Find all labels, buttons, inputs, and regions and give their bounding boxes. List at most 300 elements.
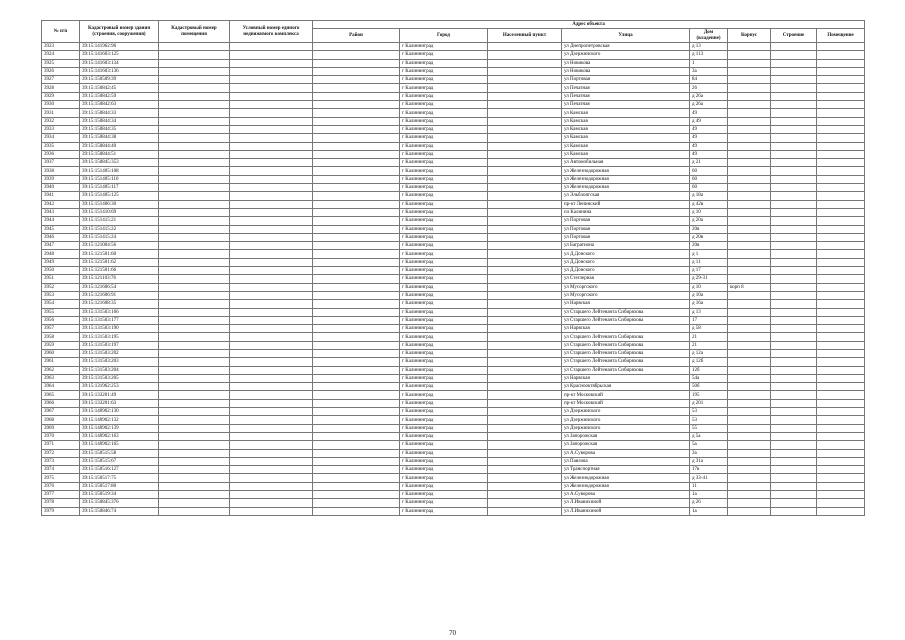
cell-corpus (728, 482, 771, 490)
cell-street: ул Старшего Лейтенанта Сибиряхова (562, 333, 690, 341)
cell-settlement (488, 441, 562, 449)
cell-conditional-number (230, 150, 313, 158)
cell-conditional-number (230, 225, 313, 233)
cell-corpus (728, 142, 771, 150)
cell-district (313, 291, 400, 299)
cell-num: 3961 (42, 358, 80, 366)
page-number: 70 (449, 629, 456, 637)
cell-room (817, 499, 865, 507)
cell-district (313, 441, 400, 449)
cell-street: ул Мусоргского (562, 291, 690, 299)
cell-city: г Калининград (400, 200, 488, 208)
header-address-group: Адрес объекта (313, 21, 865, 29)
cell-cadastral-building: 39:15:131962:253 (80, 383, 159, 391)
table-row (42, 242, 865, 250)
cell-settlement (488, 349, 562, 357)
cell-corpus (728, 391, 771, 399)
cell-corpus (728, 358, 771, 366)
cell-settlement (488, 325, 562, 333)
cell-district (313, 424, 400, 432)
cell-corpus (728, 366, 771, 374)
cell-cadastral-building: 39:15:151405:108 (80, 167, 159, 175)
cell-conditional-number (230, 242, 313, 250)
cell-house: д 1 (690, 250, 728, 258)
cell-building (771, 499, 817, 507)
cell-building (771, 275, 817, 283)
cell-corpus (728, 67, 771, 75)
cell-street: ул Запорожская (562, 432, 690, 440)
cell-cadastral-building: 39:15:150844:35 (80, 125, 159, 133)
cell-num: 3964 (42, 383, 80, 391)
cell-settlement (488, 316, 562, 324)
cell-num: 3936 (42, 150, 80, 158)
cell-building (771, 283, 817, 291)
cell-house: д 29-31 (690, 275, 728, 283)
cell-city: г Калининград (400, 399, 488, 407)
cell-city: г Калининград (400, 474, 488, 482)
cell-corpus (728, 300, 771, 308)
cell-street: ул Старшего Лейтенанта Сибиряхова (562, 366, 690, 374)
cell-district (313, 184, 400, 192)
cell-conditional-number (230, 67, 313, 75)
cell-corpus (728, 474, 771, 482)
cell-city: г Калининград (400, 416, 488, 424)
cell-cadastral-room (159, 341, 230, 349)
cell-room (817, 491, 865, 499)
cell-num: 3979 (42, 507, 80, 515)
cell-corpus (728, 316, 771, 324)
table-row (42, 258, 865, 266)
cell-settlement (488, 184, 562, 192)
cell-num: 3937 (42, 159, 80, 167)
cell-district (313, 225, 400, 233)
cell-conditional-number (230, 308, 313, 316)
cell-building (771, 51, 817, 59)
cell-room (817, 466, 865, 474)
table-row (42, 150, 865, 158)
cell-house: д 113 (690, 51, 728, 59)
cell-cadastral-building: 39:15:131503:177 (80, 316, 159, 324)
cell-street: ул Нарвская (562, 300, 690, 308)
cell-cadastral-building: 39:15:151406:30 (80, 200, 159, 208)
cell-settlement (488, 109, 562, 117)
table-row (42, 233, 865, 241)
header-district: Район (313, 29, 400, 43)
table-row (42, 134, 865, 142)
cell-district (313, 250, 400, 258)
cell-house: д 26а (690, 92, 728, 100)
cell-corpus (728, 150, 771, 158)
cell-building (771, 217, 817, 225)
table-row (42, 125, 865, 133)
cell-house: д 10 (690, 208, 728, 216)
cell-room (817, 333, 865, 341)
cell-house: 50б (690, 383, 728, 391)
header-street: Улица (562, 29, 690, 43)
cell-city: г Калининград (400, 275, 488, 283)
cell-cadastral-room (159, 391, 230, 399)
cell-settlement (488, 208, 562, 216)
cell-cadastral-building: 39:15:150844:40 (80, 142, 159, 150)
cell-conditional-number (230, 250, 313, 258)
cell-num: 3939 (42, 175, 80, 183)
header-building: Строение (771, 29, 817, 43)
cell-district (313, 308, 400, 316)
cell-conditional-number (230, 76, 313, 84)
cell-num: 3944 (42, 217, 80, 225)
table-row (42, 374, 865, 382)
cell-cadastral-room (159, 325, 230, 333)
cell-street: ул Стеглерная (562, 275, 690, 283)
cell-house: 1а (690, 507, 728, 515)
cell-settlement (488, 200, 562, 208)
table-row (42, 491, 865, 499)
cell-conditional-number (230, 358, 313, 366)
cell-street: ул Железнодорожная (562, 167, 690, 175)
cell-city: г Калининград (400, 125, 488, 133)
cell-district (313, 142, 400, 150)
cell-num: 3954 (42, 300, 80, 308)
cell-room (817, 432, 865, 440)
table-body (42, 43, 865, 516)
cell-district (313, 408, 400, 416)
cell-city: г Калининград (400, 507, 488, 515)
cell-district (313, 59, 400, 67)
cell-room (817, 51, 865, 59)
cell-street: ул Старшего Лейтенанта Сибиряхова (562, 308, 690, 316)
cell-cadastral-room (159, 349, 230, 357)
cell-settlement (488, 175, 562, 183)
table-row (42, 175, 865, 183)
cell-room (817, 134, 865, 142)
cell-house: д 20а (690, 217, 728, 225)
cell-street: ул Старшего Лейтенанта Сибиряхова (562, 349, 690, 357)
cell-room (817, 391, 865, 399)
cell-street: ул Дзержинского (562, 51, 690, 59)
cell-conditional-number (230, 117, 313, 125)
cell-house: д 201 (690, 399, 728, 407)
cell-num: 3938 (42, 167, 80, 175)
cell-settlement (488, 341, 562, 349)
cell-room (817, 125, 865, 133)
cell-city: г Калининград (400, 51, 488, 59)
cell-settlement (488, 432, 562, 440)
cell-cadastral-room (159, 225, 230, 233)
cell-cadastral-room (159, 84, 230, 92)
cell-num: 3948 (42, 250, 80, 258)
cell-building (771, 125, 817, 133)
cell-corpus (728, 308, 771, 316)
table-row (42, 466, 865, 474)
cell-building (771, 383, 817, 391)
cell-num: 3923 (42, 43, 80, 51)
cell-building (771, 200, 817, 208)
cell-settlement (488, 499, 562, 507)
cell-settlement (488, 416, 562, 424)
cell-cadastral-room (159, 200, 230, 208)
cell-num: 3929 (42, 92, 80, 100)
cell-house: 17в (690, 466, 728, 474)
cell-corpus (728, 217, 771, 225)
cell-settlement (488, 358, 562, 366)
cell-settlement (488, 250, 562, 258)
cell-room (817, 150, 865, 158)
cell-street: ул Железнодорожная (562, 482, 690, 490)
cell-city: г Калининград (400, 432, 488, 440)
cell-cadastral-room (159, 167, 230, 175)
cell-cadastral-building: 39:15:150844:51 (80, 150, 159, 158)
cell-house: 49 (690, 109, 728, 117)
cell-settlement (488, 482, 562, 490)
cell-building (771, 267, 817, 275)
cell-cadastral-building: 39:15:150519:34 (80, 491, 159, 499)
cell-conditional-number (230, 341, 313, 349)
table-row (42, 142, 865, 150)
cell-building (771, 399, 817, 407)
cell-street: ул Железнодорожная (562, 175, 690, 183)
cell-cadastral-building: 39:15:150842:59 (80, 92, 159, 100)
cell-city: г Калининград (400, 184, 488, 192)
cell-corpus (728, 184, 771, 192)
cell-cadastral-building: 39:15:140902:139 (80, 424, 159, 432)
cell-house: д 42в (690, 200, 728, 208)
cell-building (771, 233, 817, 241)
cell-corpus (728, 341, 771, 349)
cell-num: 3942 (42, 200, 80, 208)
cell-corpus (728, 499, 771, 507)
cell-city: г Калининград (400, 374, 488, 382)
cell-city: г Калининград (400, 208, 488, 216)
cell-settlement (488, 291, 562, 299)
cell-house: 21 (690, 333, 728, 341)
cell-building (771, 457, 817, 465)
cell-cadastral-room (159, 474, 230, 482)
cell-city: г Калининград (400, 291, 488, 299)
cell-street: ул А.Суворова (562, 491, 690, 499)
cell-city: г Калининград (400, 142, 488, 150)
cell-district (313, 125, 400, 133)
cell-settlement (488, 134, 562, 142)
cell-num: 3934 (42, 134, 80, 142)
cell-street: ул Мусоргского (562, 283, 690, 291)
cell-street: ул Камская (562, 117, 690, 125)
cell-num: 3966 (42, 399, 80, 407)
cell-house: д 5а (690, 432, 728, 440)
cell-cadastral-room (159, 51, 230, 59)
cell-room (817, 291, 865, 299)
cell-conditional-number (230, 325, 313, 333)
cell-city: г Калининград (400, 175, 488, 183)
cell-city: г Калининград (400, 408, 488, 416)
cell-district (313, 316, 400, 324)
cell-district (313, 67, 400, 75)
cell-building (771, 250, 817, 258)
cell-conditional-number (230, 466, 313, 474)
cell-city: г Калининград (400, 84, 488, 92)
cell-num: 3963 (42, 374, 80, 382)
cell-settlement (488, 167, 562, 175)
header-house: Дом (владение) (690, 29, 728, 43)
cell-street: пр-кт Ленинский (562, 200, 690, 208)
cell-conditional-number (230, 208, 313, 216)
cell-house: д 10а (690, 291, 728, 299)
table-row (42, 316, 865, 324)
cell-cadastral-building: 39:15:150844:33 (80, 109, 159, 117)
cell-cadastral-building: 39:15:131503:166 (80, 308, 159, 316)
cell-cadastral-building: 39:15:141603:125 (80, 51, 159, 59)
cell-building (771, 316, 817, 324)
cell-cadastral-room (159, 499, 230, 507)
cell-cadastral-building: 39:15:133201:49 (80, 391, 159, 399)
cell-cadastral-room (159, 258, 230, 266)
cell-conditional-number (230, 192, 313, 200)
cell-house: д 13 (690, 308, 728, 316)
cell-corpus (728, 449, 771, 457)
cell-cadastral-room (159, 142, 230, 150)
cell-city: г Калининград (400, 117, 488, 125)
cell-settlement (488, 84, 562, 92)
cell-room (817, 441, 865, 449)
cell-num: 3949 (42, 258, 80, 266)
cell-district (313, 432, 400, 440)
cell-city: г Калининград (400, 217, 488, 225)
cell-building (771, 84, 817, 92)
cell-room (817, 507, 865, 515)
cell-room (817, 250, 865, 258)
cell-building (771, 242, 817, 250)
cell-cadastral-building: 39:15:151415:24 (80, 233, 159, 241)
header-settlement: Населенный пункт (488, 29, 562, 43)
cell-room (817, 366, 865, 374)
cell-district (313, 167, 400, 175)
cell-building (771, 134, 817, 142)
cell-conditional-number (230, 109, 313, 117)
cell-district (313, 200, 400, 208)
cell-cadastral-building: 39:15:131503:205 (80, 374, 159, 382)
cell-house: д 16а (690, 300, 728, 308)
cell-cadastral-room (159, 175, 230, 183)
table-row (42, 59, 865, 67)
table-row (42, 200, 865, 208)
cell-cadastral-room (159, 92, 230, 100)
cell-room (817, 267, 865, 275)
cell-corpus (728, 175, 771, 183)
cell-cadastral-room (159, 316, 230, 324)
cell-cadastral-room (159, 184, 230, 192)
table-row (42, 424, 865, 432)
cell-cadastral-building: 39:15:140902:132 (80, 416, 159, 424)
cell-settlement (488, 192, 562, 200)
table-row (42, 67, 865, 75)
cell-cadastral-building: 39:15:150842:63 (80, 101, 159, 109)
cell-city: г Калининград (400, 250, 488, 258)
cell-room (817, 184, 865, 192)
cell-room (817, 175, 865, 183)
cell-building (771, 175, 817, 183)
cell-cadastral-room (159, 358, 230, 366)
cell-district (313, 175, 400, 183)
cell-district (313, 275, 400, 283)
cell-cadastral-building: 39:15:121501:62 (80, 258, 159, 266)
cell-corpus (728, 233, 771, 241)
cell-room (817, 358, 865, 366)
cell-cadastral-building: 39:15:121606:54 (80, 283, 159, 291)
cell-street: пр-кт Московский (562, 391, 690, 399)
cell-num: 3933 (42, 125, 80, 133)
cell-street: ул Д.Донского (562, 250, 690, 258)
cell-corpus (728, 200, 771, 208)
cell-cadastral-room (159, 117, 230, 125)
cell-cadastral-building: 39:15:150515:67 (80, 457, 159, 465)
cell-corpus (728, 275, 771, 283)
table-row (42, 333, 865, 341)
cell-corpus (728, 192, 771, 200)
cell-cadastral-building: 39:15:121606:91 (80, 291, 159, 299)
cell-street: ул Павлова (562, 457, 690, 465)
cell-street: ул Старшего Лейтенанта Сибиряхова (562, 316, 690, 324)
cell-cadastral-room (159, 383, 230, 391)
cell-city: г Калининград (400, 457, 488, 465)
cell-corpus (728, 51, 771, 59)
cell-corpus (728, 125, 771, 133)
cell-cadastral-room (159, 424, 230, 432)
table-row (42, 399, 865, 407)
cell-street: ул Камская (562, 134, 690, 142)
cell-settlement (488, 366, 562, 374)
cell-cadastral-room (159, 67, 230, 75)
cell-house: 12б (690, 366, 728, 374)
cell-cadastral-room (159, 208, 230, 216)
cell-house: д 31а (690, 457, 728, 465)
table-row (42, 291, 865, 299)
cell-room (817, 449, 865, 457)
cell-settlement (488, 225, 562, 233)
cell-building (771, 92, 817, 100)
cell-corpus (728, 208, 771, 216)
cell-conditional-number (230, 366, 313, 374)
cell-cadastral-building: 39:15:141962:96 (80, 43, 159, 51)
table-row (42, 101, 865, 109)
cell-corpus (728, 134, 771, 142)
cell-house: 20в (690, 242, 728, 250)
cell-cadastral-building: 39:15:150845:376 (80, 499, 159, 507)
cell-city: г Калининград (400, 225, 488, 233)
cell-room (817, 316, 865, 324)
cell-room (817, 383, 865, 391)
cell-corpus (728, 101, 771, 109)
cell-building (771, 474, 817, 482)
cell-city: г Калининград (400, 101, 488, 109)
cell-street: ул Дзержинского (562, 416, 690, 424)
cell-room (817, 159, 865, 167)
cell-settlement (488, 507, 562, 515)
cell-city: г Калининград (400, 366, 488, 374)
cell-city: г Калининград (400, 159, 488, 167)
table-row (42, 383, 865, 391)
cell-city: г Калининград (400, 499, 488, 507)
cell-house: 3а (690, 67, 728, 75)
cell-city: г Калининград (400, 258, 488, 266)
header-cadastral-room: Кадастровый номер помещения (159, 21, 230, 43)
cell-num: 3975 (42, 474, 80, 482)
cell-district (313, 150, 400, 158)
cell-settlement (488, 449, 562, 457)
table-row (42, 507, 865, 515)
cell-corpus (728, 258, 771, 266)
cell-district (313, 349, 400, 357)
cell-street: ул Печатная (562, 92, 690, 100)
cell-conditional-number (230, 92, 313, 100)
